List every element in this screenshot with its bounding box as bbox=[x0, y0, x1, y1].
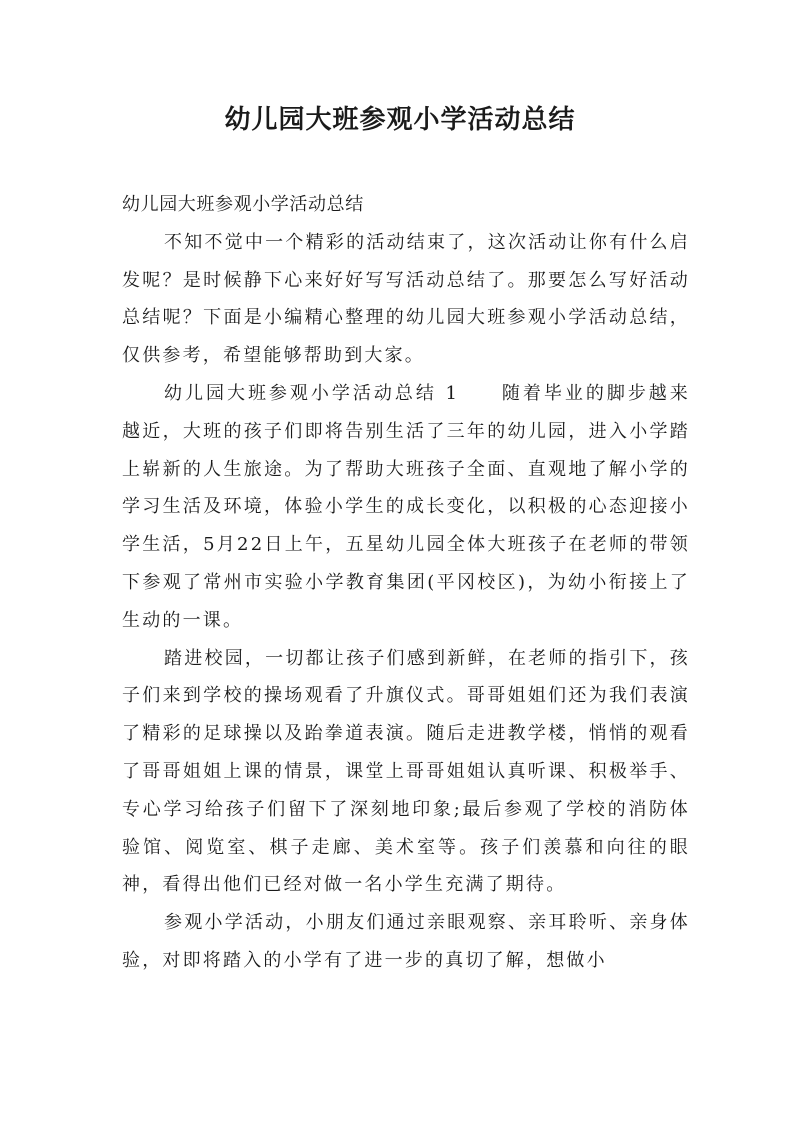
paragraph-campus-visit: 踏进校园，一切都让孩子们感到新鲜，在老师的指引下，孩子们来到学校的操场观看了升旗仪式。哥哥姐姐们还为我们表演了精彩的足球操以及跆拳道表演。随后走进教学楼，悄悄的观看了哥哥姐姐上课的情景，课堂上哥哥姐姐认真听课、积极举手、专心学习给孩子们留下了深刻地印象;最后参观了学校的消防体验馆、阅览室、棋子走廊、美术室等。孩子们羡慕和向往的眼神，看得出他们已经对做一名小学生充满了期待。 bbox=[122, 647, 690, 896]
paragraph-summary-1: 幼儿园大班参观小学活动总结 1 随着毕业的脚步越来越近，大班的孩子们即将告别生活了三年的幼儿园，进入小学踏上崭新的人生旅途。为了帮助大班孩子全面、直观地了解小学的学习生活及环境，体验小学生的成长变化，以积极的心态迎接小学生活，5月22日上午，五星幼儿园全体大班孩子在老师的带领下参观了常州市实验小学教育集团(平冈校区)，为幼小衔接上了生动的一课。 bbox=[122, 382, 690, 631]
paragraph-conclusion: 参观小学活动，小朋友们通过亲眼观察、亲耳聆听、亲身体验，对即将踏入的小学有了进一步的真切了解，想做小 bbox=[122, 912, 690, 971]
document-subtitle: 幼儿园大班参观小学活动总结 bbox=[122, 194, 364, 215]
document-title: 幼儿园大班参观小学活动总结 bbox=[224, 105, 576, 135]
paragraph-intro: 不知不觉中一个精彩的活动结束了，这次活动让你有什么启发呢？是时候静下心来好好写写活动总结了。那要怎么写好活动总结呢？下面是小编精心整理的幼儿园大班参观小学活动总结，仅供参考，希望能够帮助到大家。 bbox=[122, 231, 690, 367]
document-body bbox=[122, 186, 690, 980]
